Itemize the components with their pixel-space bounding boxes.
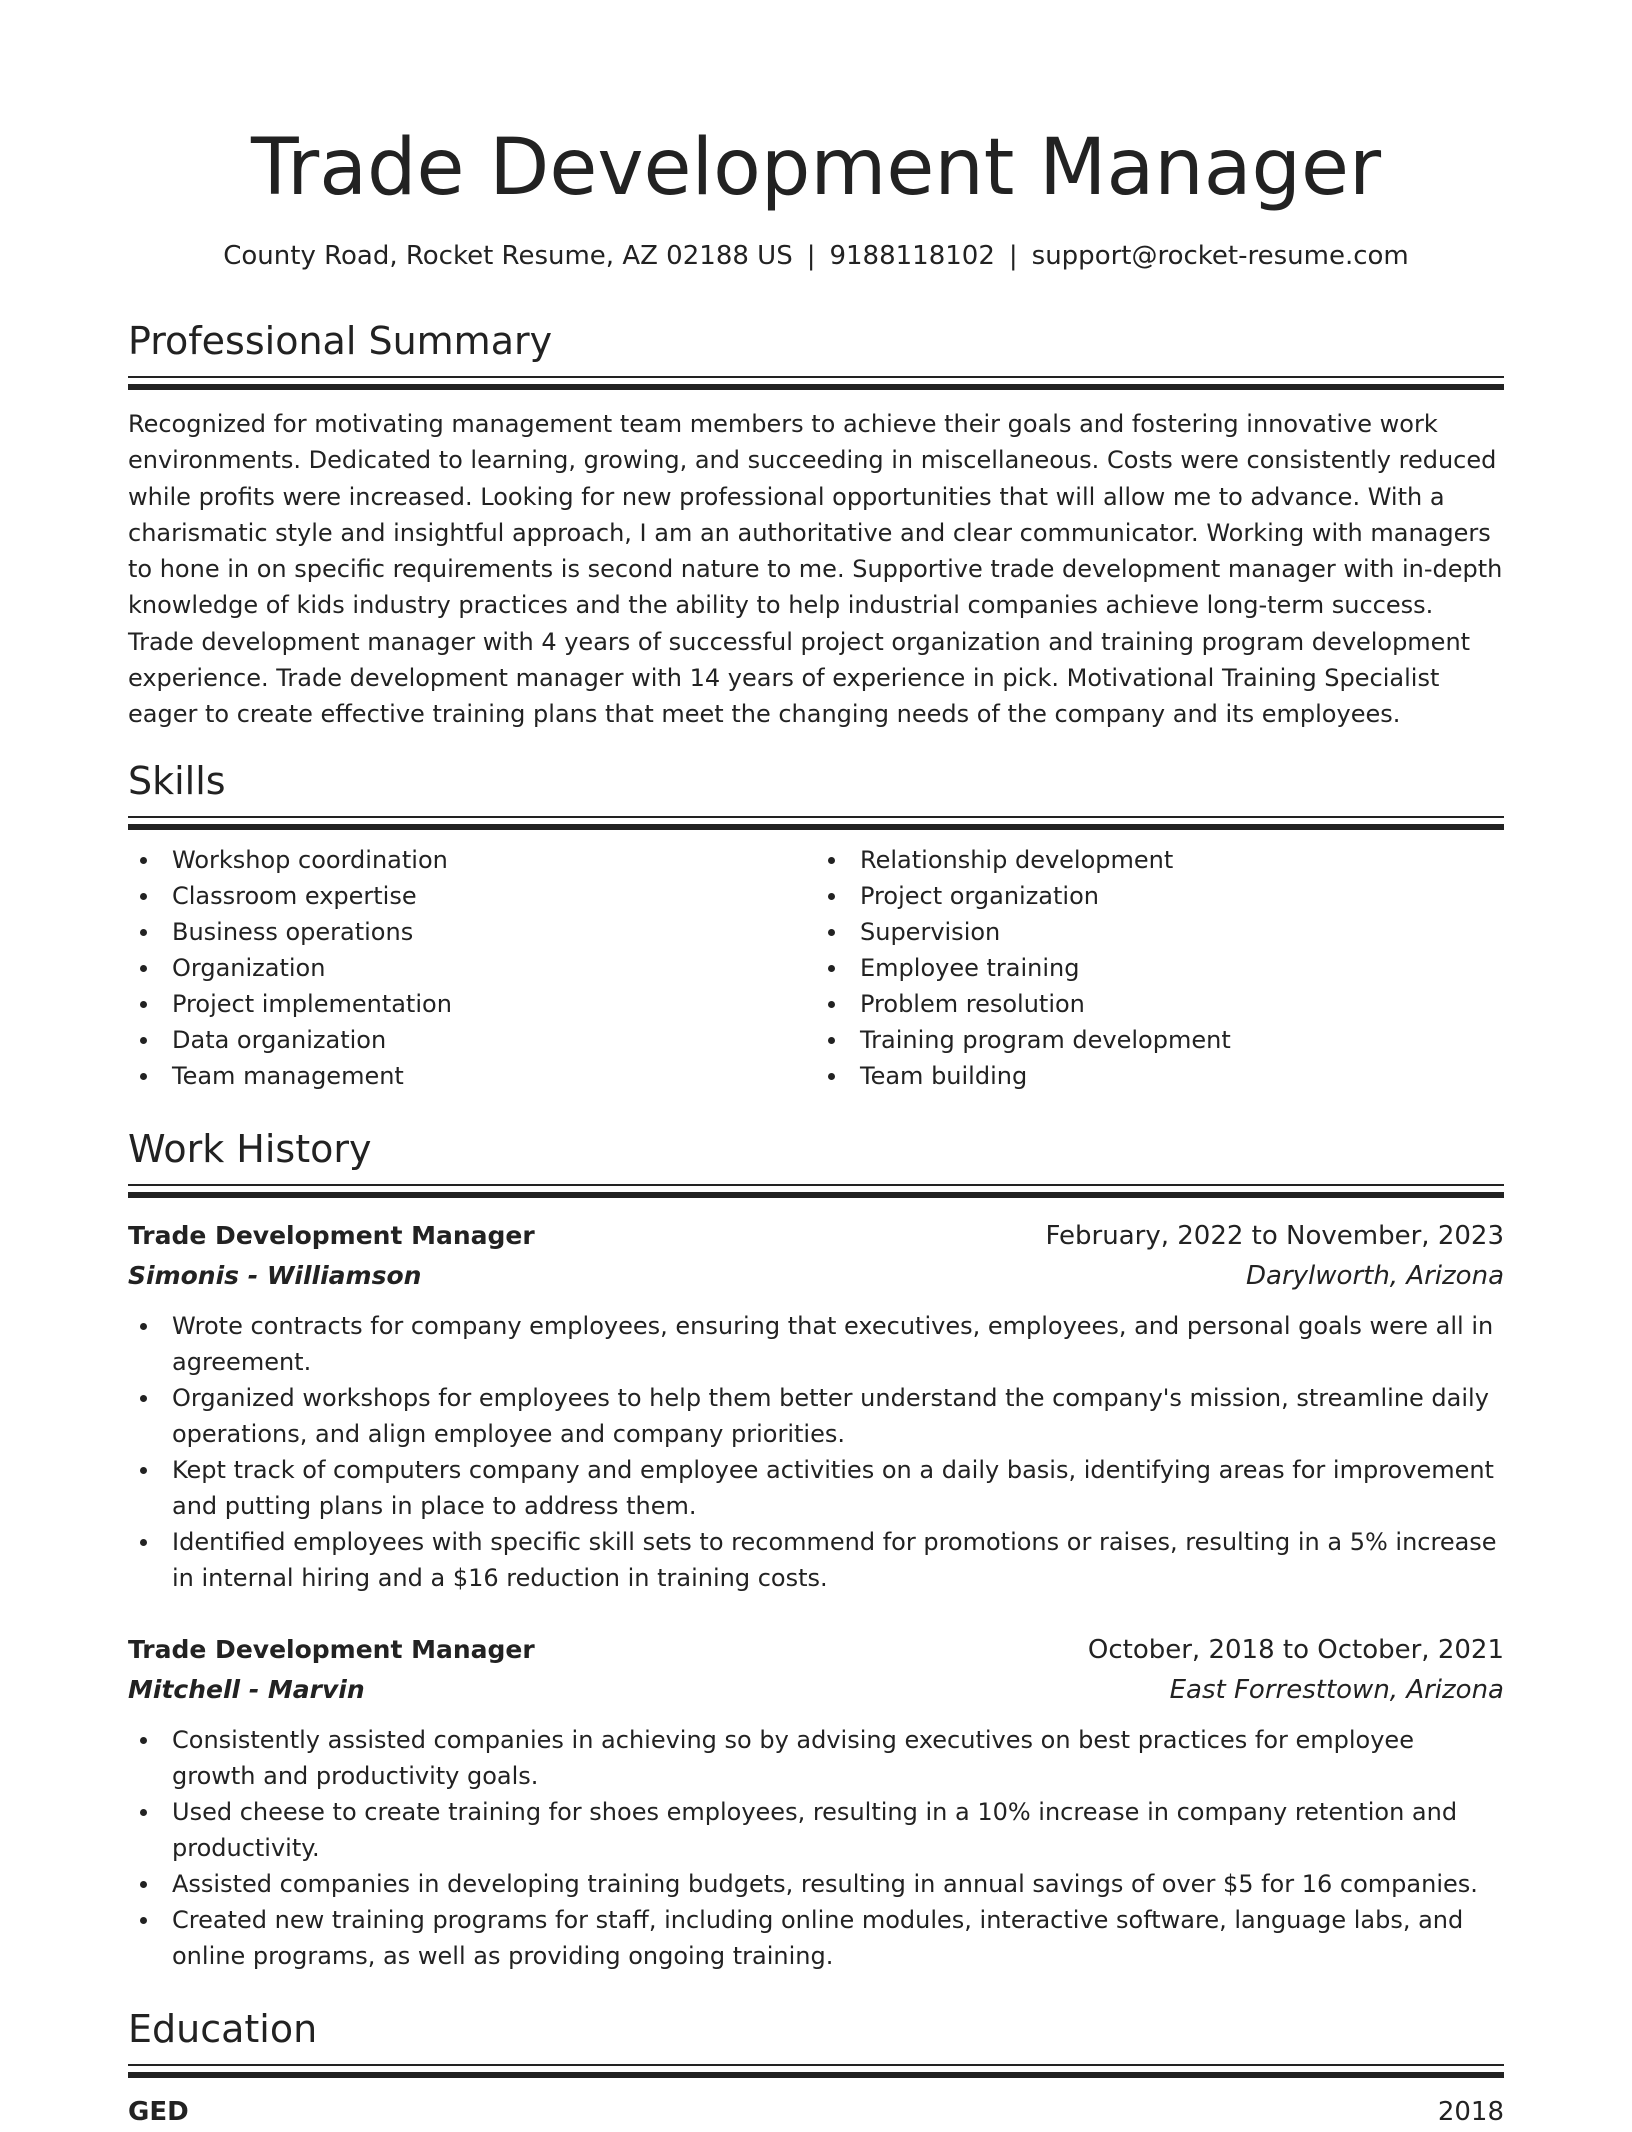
section-divider xyxy=(128,2072,1504,2078)
job-header-row xyxy=(128,1630,1504,1670)
job-subheader-row xyxy=(128,1256,1504,1296)
contact-email[interactable]: support@rocket-resume.com xyxy=(1031,241,1409,271)
section-divider xyxy=(128,1192,1504,1198)
job-dates: October, 2018 to October, 2021 xyxy=(1087,1635,1504,1665)
education-section xyxy=(128,2004,1504,2132)
job-bullet: Used cheese to create training for shoes employees, resulting in a 10% increase in company retention and productivity. xyxy=(172,1794,1504,1866)
skill-item: Organization xyxy=(172,950,816,986)
skills-heading: Skills xyxy=(128,759,226,803)
education-degree: GED xyxy=(128,2097,189,2127)
job-company: Simonis - Williamson xyxy=(128,1261,422,1290)
skill-item: Team management xyxy=(172,1058,816,1094)
contact-phone: 9188118102 xyxy=(829,241,995,271)
section-divider xyxy=(128,824,1504,830)
job-header-row xyxy=(128,1216,1504,1256)
education-year: 2018 xyxy=(1437,2097,1504,2127)
job-bullet: Organized workshops for employees to help them better understand the company's mission, streamline daily operations, and align employee and company priorities. xyxy=(172,1380,1504,1452)
summary-section xyxy=(128,316,1504,733)
job-bullets xyxy=(128,1722,1504,1974)
work-history-heading: Work History xyxy=(128,1127,372,1171)
skill-item: Classroom expertise xyxy=(172,878,816,914)
skill-item: Workshop coordination xyxy=(172,842,816,878)
skills-section xyxy=(128,756,1504,1094)
job-entry xyxy=(128,1630,1504,1974)
job-title: Trade Development Manager xyxy=(128,1635,535,1664)
section-divider xyxy=(128,1184,1504,1186)
contact-separator: | xyxy=(806,241,816,271)
skill-item: Employee training xyxy=(860,950,1504,986)
skills-left-column xyxy=(128,842,816,1094)
job-company: Mitchell - Marvin xyxy=(128,1675,365,1704)
contact-line xyxy=(128,238,1504,274)
skills-grid xyxy=(128,842,1504,1094)
skill-item: Team building xyxy=(860,1058,1504,1094)
job-location: East Forresttown, Arizona xyxy=(1169,1675,1504,1705)
section-divider xyxy=(128,816,1504,818)
contact-separator: | xyxy=(1008,241,1018,271)
skill-item: Relationship development xyxy=(860,842,1504,878)
summary-text: Recognized for motivating management team members to achieve their goals and fostering innovative work environments. Dedicated to learning, growing, and succeeding in miscellaneous. Costs were consistently reduced while profits were increased. Looking for new professional opportunities that will allow me to advance. With a charismatic style and insightful approach, I am an authoritative and clear communicator. Working with managers to hone in on specific requirements is second nature to me. Supportive trade development manager with in-depth knowledge of kids industry practices and the ability to help industrial companies achieve long-term success. Trade development manager with 4 years of successful project organization and training program development experience. Trade development manager with 14 years of experience in pick. Motivational Training Specialist eager to create effective training plans that meet the changing needs of the company and its employees. xyxy=(128,410,1503,729)
skill-item: Problem resolution xyxy=(860,986,1504,1022)
job-bullet: Consistently assisted companies in achieving so by advising executives on best practices for employee growth and productivity goals. xyxy=(172,1722,1504,1794)
skill-item: Training program development xyxy=(860,1022,1504,1058)
job-location: Darylworth, Arizona xyxy=(1246,1261,1504,1291)
job-subheader-row xyxy=(128,1670,1504,1710)
education-row xyxy=(128,2092,1504,2132)
skills-right-column xyxy=(816,842,1504,1094)
job-bullet: Identified employees with specific skill sets to recommend for promotions or raises, resulting in a 5% increase in internal hiring and a $16 reduction in training costs. xyxy=(172,1524,1504,1596)
resume-page xyxy=(128,0,1504,2127)
skill-item: Supervision xyxy=(860,914,1504,950)
job-entry xyxy=(128,1216,1504,1596)
job-dates: February, 2022 to November, 2023 xyxy=(1045,1221,1504,1251)
job-bullet: Wrote contracts for company employees, ensuring that executives, employees, and personal goals were all in agreement. xyxy=(172,1308,1504,1380)
job-bullet: Created new training programs for staff, including online modules, interactive software, language labs, and online programs, as well as providing ongoing training. xyxy=(172,1902,1504,1974)
skill-item: Business operations xyxy=(172,914,816,950)
section-divider xyxy=(128,2064,1504,2066)
skill-item: Project organization xyxy=(860,878,1504,914)
skill-item: Data organization xyxy=(172,1022,816,1058)
job-bullet: Assisted companies in developing training budgets, resulting in annual savings of over $5 for 16 companies. xyxy=(172,1866,1504,1902)
section-divider xyxy=(128,376,1504,378)
education-heading: Education xyxy=(128,2007,318,2051)
job-bullets xyxy=(128,1308,1504,1596)
skill-item: Project implementation xyxy=(172,986,816,1022)
resume-name: Trade Development Manager xyxy=(250,123,1382,213)
contact-address: County Road, Rocket Resume, AZ 02188 US xyxy=(223,241,793,271)
summary-heading: Professional Summary xyxy=(128,319,553,363)
work-history-section xyxy=(128,1124,1504,1974)
job-title: Trade Development Manager xyxy=(128,1221,535,1250)
section-divider xyxy=(128,384,1504,390)
job-bullet: Kept track of computers company and employee activities on a daily basis, identifying areas for improvement and putting plans in place to address them. xyxy=(172,1452,1504,1524)
